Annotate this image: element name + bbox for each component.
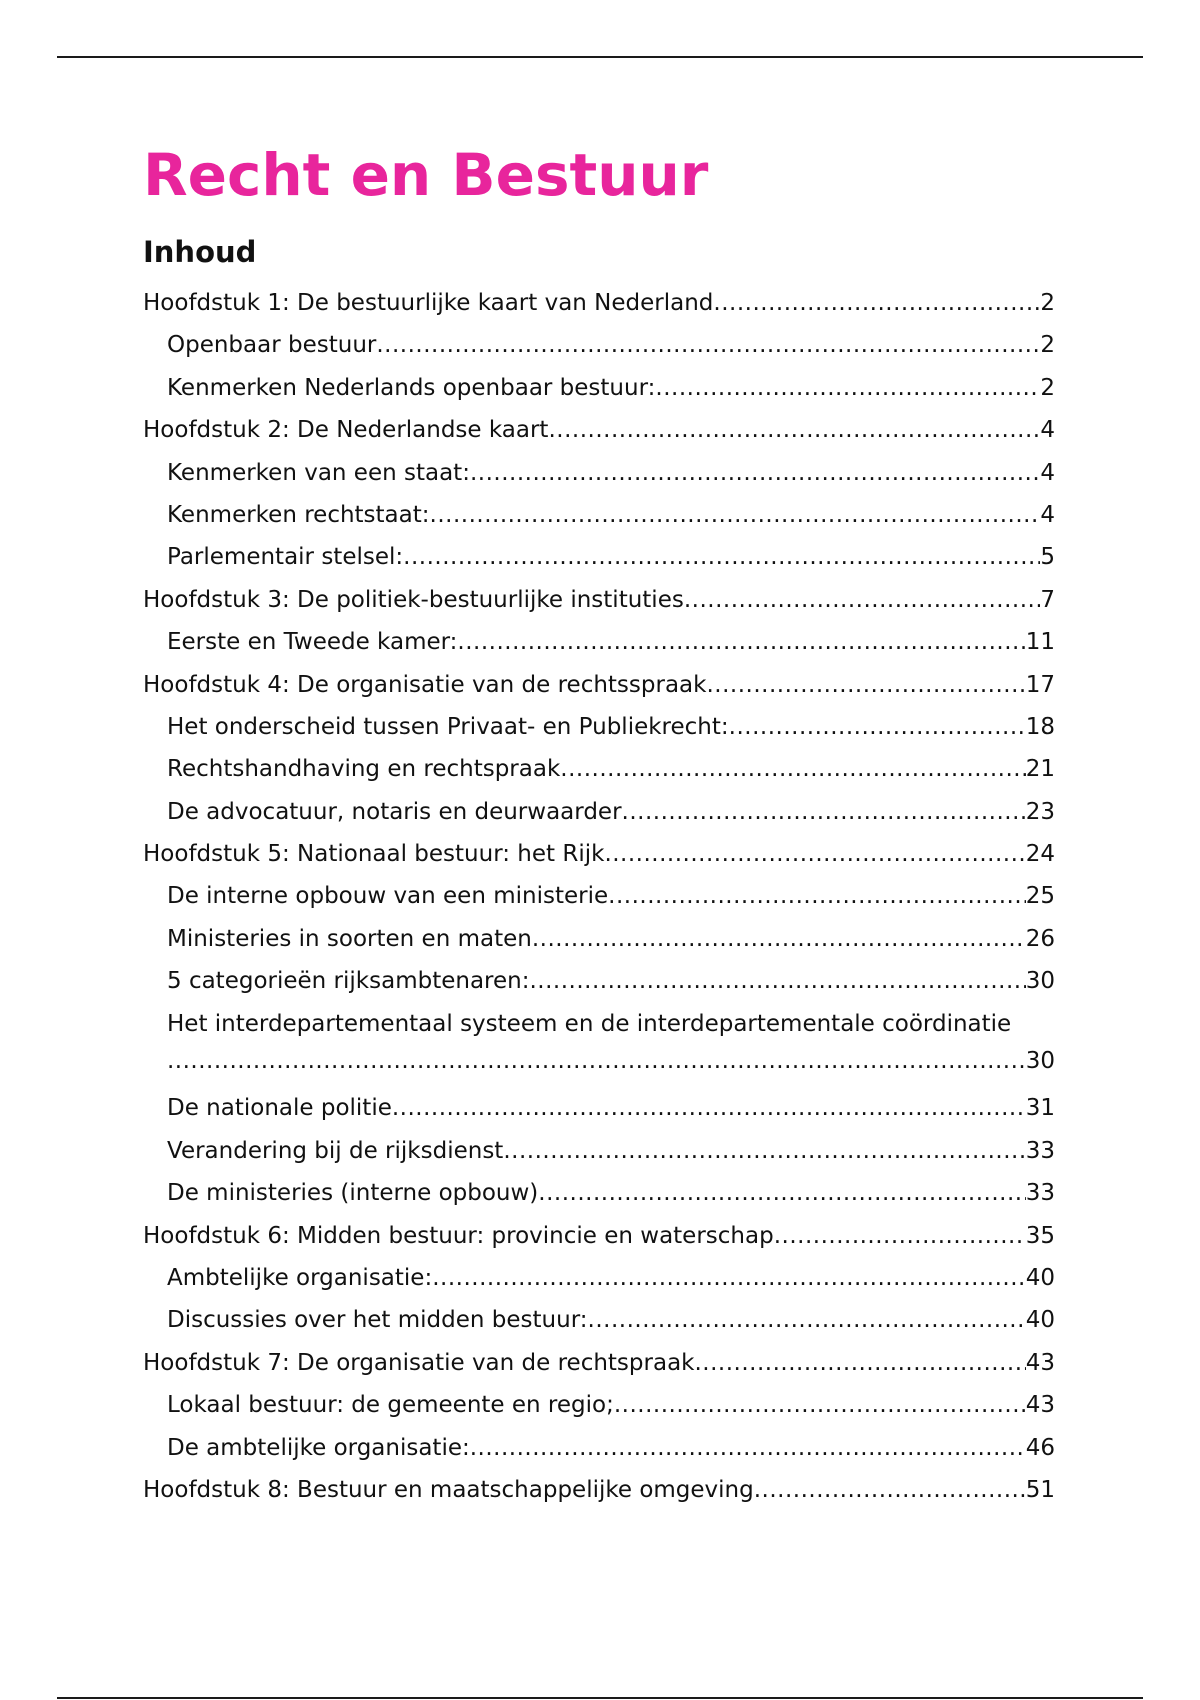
toc-dot-leader bbox=[729, 706, 1026, 748]
toc-entry-label: Het interdepartementaal systeem en de interdepartementale coördinatie bbox=[167, 1010, 1012, 1037]
toc-entry[interactable] bbox=[143, 706, 1055, 748]
table-of-contents bbox=[143, 282, 1055, 1511]
toc-entry[interactable] bbox=[143, 1427, 1055, 1469]
toc-page-number: 26 bbox=[1025, 925, 1055, 952]
toc-dot-leader bbox=[167, 1035, 1026, 1088]
toc-page-number: 43 bbox=[1025, 1349, 1055, 1376]
header-rule bbox=[57, 56, 1143, 58]
toc-page-number: 51 bbox=[1025, 1476, 1055, 1503]
toc-page-number: 35 bbox=[1025, 1222, 1055, 1249]
toc-heading: Inhoud bbox=[143, 235, 257, 269]
toc-page-number: 23 bbox=[1025, 798, 1055, 825]
toc-entry-label: Hoofdstuk 3: De politiek-bestuurlijke instituties bbox=[143, 586, 684, 613]
toc-page-number: 4 bbox=[1040, 417, 1055, 444]
toc-entry-label: De ambtelijke organisatie: bbox=[167, 1434, 470, 1461]
toc-dot-leader bbox=[588, 1299, 1026, 1341]
toc-entry[interactable] bbox=[143, 1172, 1055, 1214]
toc-page-number: 18 bbox=[1025, 713, 1055, 740]
toc-entry[interactable] bbox=[143, 324, 1055, 366]
toc-dot-leader bbox=[684, 579, 1041, 621]
toc-page-number: 43 bbox=[1025, 1392, 1055, 1419]
toc-dot-leader bbox=[713, 282, 1040, 324]
toc-page-number: 2 bbox=[1040, 332, 1055, 359]
toc-dot-leader bbox=[655, 367, 1040, 409]
toc-page-number: 24 bbox=[1025, 841, 1055, 868]
toc-dot-leader bbox=[376, 324, 1040, 366]
toc-entry-label: Kenmerken van een staat: bbox=[167, 459, 470, 486]
toc-page-number: 2 bbox=[1040, 290, 1055, 316]
toc-dot-leader bbox=[604, 833, 1025, 875]
toc-dot-leader bbox=[538, 1172, 1025, 1214]
toc-dot-leader bbox=[432, 1257, 1026, 1299]
toc-entry-label: Parlementair stelsel: bbox=[167, 544, 404, 571]
toc-page-number: 25 bbox=[1025, 883, 1055, 910]
toc-page-number: 17 bbox=[1025, 671, 1055, 698]
toc-dot-leader bbox=[392, 1087, 1026, 1129]
toc-entry-label: Het onderscheid tussen Privaat- en Publiekrecht: bbox=[167, 713, 729, 740]
toc-entry[interactable] bbox=[143, 494, 1055, 536]
toc-entry[interactable] bbox=[143, 1087, 1055, 1129]
toc-dot-leader bbox=[457, 621, 1025, 663]
toc-entry[interactable] bbox=[143, 282, 1055, 324]
toc-entry-continuation bbox=[167, 1035, 1055, 1088]
toc-page-number: 21 bbox=[1025, 756, 1055, 783]
toc-entry-label: Eerste en Tweede kamer: bbox=[167, 629, 458, 656]
toc-entry[interactable] bbox=[143, 409, 1055, 451]
toc-dot-leader bbox=[614, 1384, 1026, 1426]
toc-dot-leader bbox=[532, 918, 1026, 960]
toc-entry[interactable] bbox=[143, 1342, 1055, 1384]
toc-entry[interactable] bbox=[143, 791, 1055, 833]
toc-entry-label: Hoofdstuk 6: Midden bestuur: provincie en waterschap bbox=[143, 1222, 774, 1249]
toc-entry-label: Hoofdstuk 5: Nationaal bestuur: het Rijk bbox=[143, 841, 605, 868]
toc-entry[interactable] bbox=[143, 1130, 1055, 1172]
toc-entry[interactable] bbox=[143, 1215, 1055, 1257]
toc-entry-label: De interne opbouw van een ministerie bbox=[167, 883, 609, 910]
toc-page-number: 31 bbox=[1025, 1095, 1055, 1122]
toc-entry-label: Discussies over het midden bestuur: bbox=[167, 1307, 588, 1334]
toc-entry[interactable] bbox=[143, 918, 1055, 960]
toc-entry[interactable] bbox=[143, 1384, 1055, 1426]
toc-dot-leader bbox=[706, 664, 1025, 706]
toc-dot-leader bbox=[560, 748, 1025, 790]
toc-dot-leader bbox=[503, 1130, 1025, 1172]
toc-entry-label: Hoofdstuk 1: De bestuurlijke kaart van Nederland bbox=[143, 290, 714, 316]
toc-dot-leader bbox=[774, 1215, 1026, 1257]
toc-dot-leader bbox=[470, 1427, 1026, 1469]
toc-entry-label: Hoofdstuk 8: Bestuur en maatschappelijke omgeving bbox=[143, 1476, 754, 1503]
toc-dot-leader bbox=[430, 494, 1041, 536]
document-title: Recht en Bestuur bbox=[143, 141, 709, 209]
footer-rule bbox=[57, 1697, 1143, 1699]
toc-entry-label: Lokaal bestuur: de gemeente en regio; bbox=[167, 1392, 614, 1419]
toc-page-number: 30 bbox=[1025, 1047, 1055, 1074]
toc-dot-leader bbox=[403, 536, 1040, 578]
toc-entry[interactable] bbox=[143, 1003, 1055, 1088]
toc-entry[interactable] bbox=[143, 833, 1055, 875]
toc-entry[interactable] bbox=[143, 875, 1055, 917]
toc-page-number: 33 bbox=[1025, 1137, 1055, 1164]
toc-page-number: 2 bbox=[1040, 374, 1055, 401]
toc-entry-label: De advocatuur, notaris en deurwaarder bbox=[167, 798, 622, 825]
toc-entry-label: 5 categorieën rijksambtenaren: bbox=[167, 968, 530, 995]
toc-entry[interactable] bbox=[143, 367, 1055, 409]
toc-entry-label: Verandering bij de rijksdienst bbox=[167, 1137, 504, 1164]
toc-page-number: 11 bbox=[1025, 629, 1055, 656]
toc-entry[interactable] bbox=[143, 579, 1055, 621]
toc-page-number: 40 bbox=[1025, 1307, 1055, 1334]
toc-page-number: 30 bbox=[1025, 968, 1055, 995]
toc-entry[interactable] bbox=[143, 1469, 1055, 1511]
toc-page-number: 5 bbox=[1040, 544, 1055, 571]
toc-dot-leader bbox=[622, 791, 1026, 833]
toc-entry-label: Hoofdstuk 4: De organisatie van de rechtsspraak bbox=[143, 671, 707, 698]
toc-page-number: 33 bbox=[1025, 1180, 1055, 1207]
toc-entry[interactable] bbox=[143, 1299, 1055, 1341]
toc-dot-leader bbox=[608, 875, 1026, 917]
toc-page-number: 7 bbox=[1040, 586, 1055, 613]
toc-entry-label: Rechtshandhaving en rechtspraak bbox=[167, 756, 561, 783]
toc-entry-label: De nationale politie bbox=[167, 1095, 392, 1122]
toc-page-number: 40 bbox=[1025, 1265, 1055, 1291]
toc-entry-label: Hoofdstuk 7: De organisatie van de rechtspraak bbox=[143, 1349, 695, 1376]
toc-dot-leader bbox=[529, 960, 1025, 1002]
toc-dot-leader bbox=[694, 1342, 1025, 1384]
toc-dot-leader bbox=[548, 409, 1040, 451]
toc-page-number: 4 bbox=[1040, 459, 1055, 486]
toc-entry[interactable] bbox=[143, 748, 1055, 790]
toc-entry[interactable] bbox=[143, 664, 1055, 706]
toc-entry-label: Openbaar bestuur bbox=[167, 332, 377, 359]
toc-entry-label: Hoofdstuk 2: De Nederlandse kaart bbox=[143, 417, 549, 444]
toc-entry[interactable] bbox=[143, 621, 1055, 663]
toc-page-number: 46 bbox=[1025, 1434, 1055, 1461]
toc-dot-leader bbox=[754, 1469, 1026, 1511]
toc-entry[interactable] bbox=[143, 1257, 1055, 1299]
toc-entry-label: Ambtelijke organisatie: bbox=[167, 1265, 433, 1291]
toc-entry-label: Kenmerken Nederlands openbaar bestuur: bbox=[167, 374, 656, 401]
toc-dot-leader bbox=[470, 452, 1040, 494]
toc-entry-label: De ministeries (interne opbouw) bbox=[167, 1180, 539, 1207]
toc-entry-label: Ministeries in soorten en maten bbox=[167, 925, 532, 952]
toc-entry[interactable] bbox=[143, 452, 1055, 494]
toc-entry-label: Kenmerken rechtstaat: bbox=[167, 501, 430, 528]
toc-entry[interactable] bbox=[143, 536, 1055, 578]
toc-page-number: 4 bbox=[1040, 501, 1055, 528]
toc-entry[interactable] bbox=[143, 960, 1055, 1002]
